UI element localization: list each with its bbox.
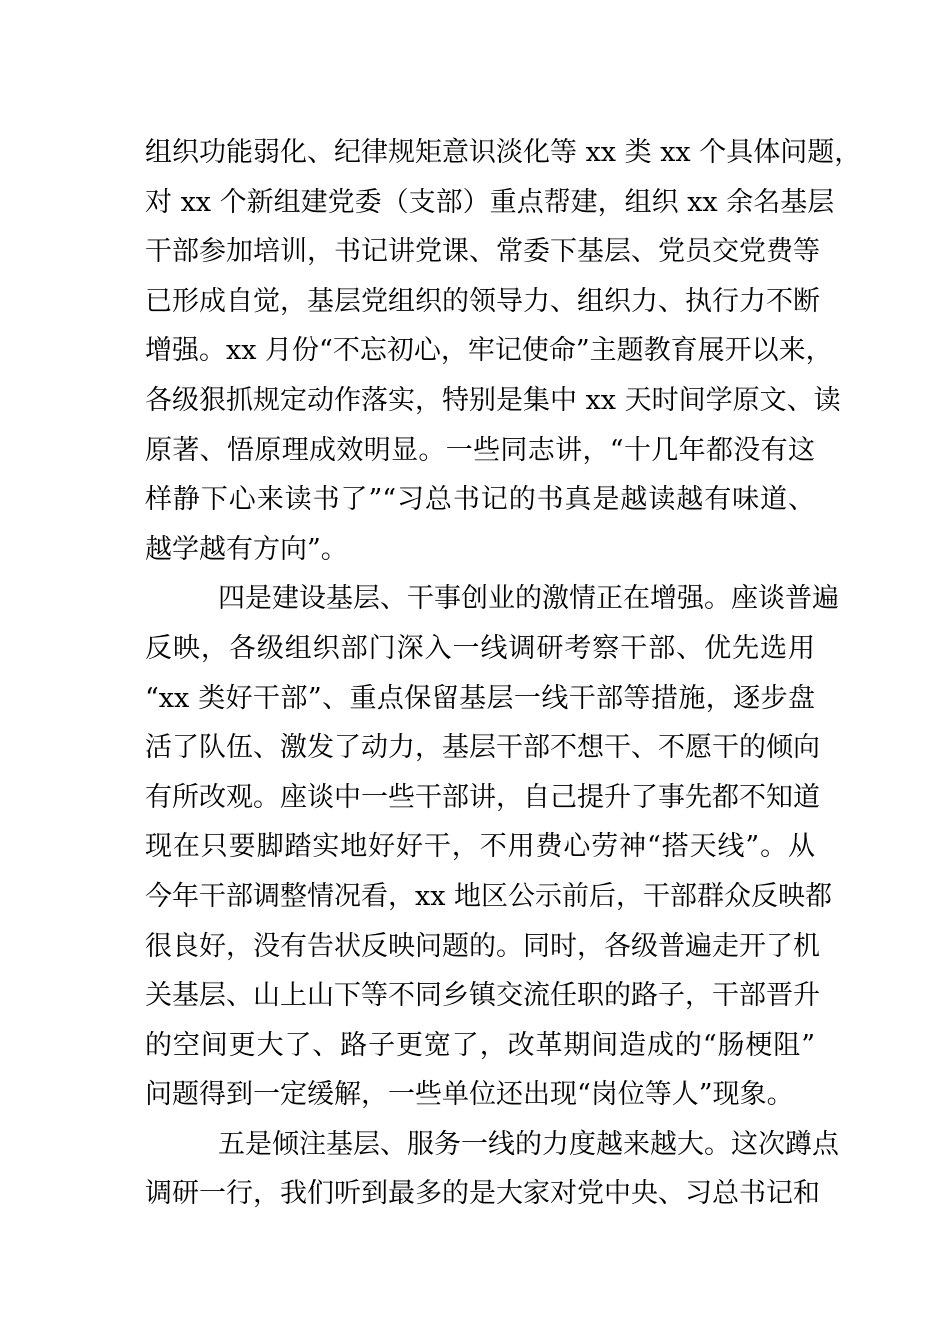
text-line: 原著、悟原理成效明显。一些同志讲，“十几年都没有这 [145,434,815,466]
body-text [145,128,862,1219]
text-line: 样静下心来读书了”“习总书记的书真是越读越有味道、 [145,484,815,516]
text-line: 有所改观。座谈中一些干部讲，自己提升了事先都不知道 [145,781,820,813]
text-line: 今年干部调整情况看，xx 地区公示前后，干部群众反映都 [145,880,833,912]
text-line: 增强。xx 月份“不忘初心，牢记使命”主题教育展开以来， [145,335,833,367]
text-line: 问题得到一定缓解，一些单位还出现“岗位等人”现象。 [145,1079,794,1111]
text-line: 组织功能弱化、纪律规矩意识淡化等 xx 类 xx 个具体问题， [145,137,862,168]
text-line: 越学越有方向”。 [145,533,348,565]
text-line: 现在只要脚踏实地好好干，不用费心劳神“搭天线”。从 [145,831,815,863]
paragraph-start-line: 五是倾注基层、服务一线的力度越来越大。这次蹲点 [218,1128,839,1160]
text-line: “xx 类好干部”、重点保留基层一线干部等措施，逐步盘 [145,682,815,714]
text-line: 调研一行，我们听到最多的是大家对党中央、习总书记和 [145,1178,820,1210]
text-line: 已形成自觉，基层党组织的领导力、组织力、执行力不断 [145,285,820,317]
text-line: 关基层、山上山下等不同乡镇交流任职的路子，干部晋升 [145,980,820,1012]
text-line: 各级狠抓规定动作落实，特别是集中 xx 天时间学原文、读 [145,384,841,416]
text-line: 对 xx 个新组建党委（支部）重点帮建，组织 xx 余名基层 [145,186,835,218]
text-line: 干部参加培训，书记讲党课、常委下基层、党员交党费等 [145,236,820,268]
text-line: 反映，各级组织部门深入一线调研考察干部、优先选用 [145,632,815,664]
paragraph-start-line: 四是建设基层、干事创业的激情正在增强。座谈普遍 [218,583,839,615]
text-line: 的空间更大了、路子更宽了，改革期间造成的“肠梗阻” [145,1029,815,1061]
text-line: 很良好，没有告状反映问题的。同时，各级普遍走开了机 [145,930,820,962]
text-line: 活了队伍、激发了动力，基层干部不想干、不愿干的倾向 [145,732,820,764]
